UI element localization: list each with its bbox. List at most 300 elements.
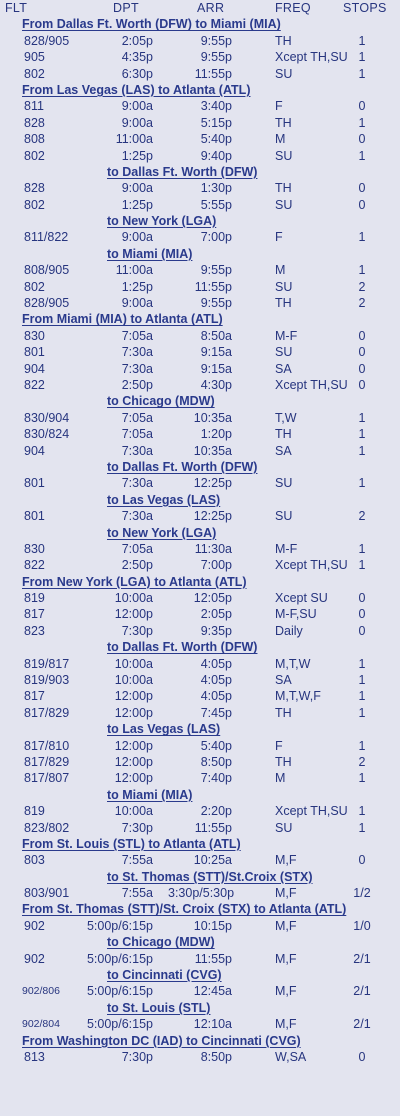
flight-row bbox=[0, 262, 400, 278]
flight-row bbox=[0, 688, 400, 704]
flight-row bbox=[0, 229, 400, 245]
frequency: T,W bbox=[275, 410, 297, 425]
route-subheading-label: to Chicago (MDW) bbox=[107, 935, 215, 950]
flight-row bbox=[0, 656, 400, 672]
flight-number: 902 bbox=[24, 918, 45, 933]
stops: 2/1 bbox=[353, 1017, 371, 1032]
frequency: M-F bbox=[275, 328, 298, 343]
flight-number: 802 bbox=[24, 279, 45, 294]
flight-row bbox=[0, 738, 400, 754]
frequency: SU bbox=[275, 197, 293, 212]
depart-time: 9:00a bbox=[121, 181, 153, 196]
flight-number: 802 bbox=[24, 197, 45, 212]
flight-number: 802 bbox=[24, 66, 45, 81]
flight-number: 817/810 bbox=[24, 738, 70, 753]
arrive-time: 9:55p bbox=[200, 296, 232, 311]
flight-number: 828 bbox=[24, 115, 45, 130]
flight-row bbox=[0, 197, 400, 213]
flight-number: 801 bbox=[24, 345, 45, 360]
frequency: Xcept TH,SU bbox=[275, 558, 348, 573]
arrive-time: 9:40p bbox=[200, 148, 232, 163]
flight-row bbox=[0, 557, 400, 573]
frequency: M bbox=[275, 132, 286, 147]
route-heading-label: From Las Vegas (LAS) to Atlanta (ATL) bbox=[22, 82, 251, 97]
flight-row bbox=[0, 66, 400, 82]
frequency: W,SA bbox=[275, 1050, 307, 1064]
flight-row bbox=[0, 328, 400, 344]
flight-row bbox=[0, 754, 400, 770]
depart-time: 7:30a bbox=[121, 509, 153, 524]
stops: 0 bbox=[358, 361, 366, 376]
route-subheading bbox=[0, 869, 400, 885]
frequency: M,F bbox=[275, 1017, 297, 1032]
stops: 1 bbox=[358, 33, 366, 48]
arrive-time: 10:25a bbox=[193, 853, 232, 868]
stops: 0 bbox=[358, 623, 366, 638]
route-subheading-label: to Miami (MIA) bbox=[107, 787, 193, 802]
header-flight: FLT bbox=[5, 1, 28, 15]
route-heading-label: From New York (LGA) to Atlanta (ATL) bbox=[22, 574, 247, 589]
route-heading bbox=[0, 1033, 400, 1049]
arrive-time: 9:55p bbox=[200, 263, 232, 278]
flight-number: 808 bbox=[24, 132, 45, 147]
stops: 1 bbox=[358, 738, 366, 753]
flight-number: 801 bbox=[24, 509, 45, 524]
route-subheading-label: to Miami (MIA) bbox=[107, 246, 193, 261]
flight-number: 801 bbox=[24, 476, 45, 491]
flight-number: 902 bbox=[24, 951, 45, 966]
flight-row bbox=[0, 885, 400, 901]
flight-number: 817/829 bbox=[24, 754, 70, 769]
flight-row bbox=[0, 443, 400, 459]
stops: 0 bbox=[358, 607, 366, 622]
depart-time: 5:00p/6:15p bbox=[86, 951, 153, 966]
route-heading bbox=[0, 901, 400, 917]
arrive-time: 4:05p bbox=[200, 673, 232, 688]
route-subheading-label: to St. Louis (STL) bbox=[107, 1000, 211, 1015]
stops: 1 bbox=[358, 705, 366, 720]
flight-number: 902/804 bbox=[22, 1018, 60, 1031]
flight-number: 830/904 bbox=[24, 410, 70, 425]
flight-row bbox=[0, 1049, 400, 1065]
arrive-time: 4:05p bbox=[200, 656, 232, 671]
depart-time: 12:00p bbox=[114, 771, 153, 786]
stops: 0 bbox=[358, 197, 366, 212]
flight-row bbox=[0, 180, 400, 196]
frequency: M bbox=[275, 263, 286, 278]
stops: 1 bbox=[358, 263, 366, 278]
depart-time: 7:30a bbox=[121, 361, 153, 376]
frequency: M,F bbox=[275, 984, 297, 999]
flight-number: 811 bbox=[24, 99, 44, 114]
route-subheading bbox=[0, 1000, 400, 1016]
flight-number: 822 bbox=[24, 558, 45, 573]
frequency: F bbox=[275, 738, 283, 753]
frequency: TH bbox=[275, 427, 292, 442]
frequency: SA bbox=[275, 673, 292, 688]
frequency: M,T,W bbox=[275, 656, 311, 671]
flight-number: 905 bbox=[24, 50, 45, 65]
stops: 1 bbox=[358, 771, 366, 786]
depart-time: 7:05a bbox=[121, 427, 153, 442]
flight-number: 817 bbox=[24, 607, 45, 622]
flight-row bbox=[0, 508, 400, 524]
route-heading-label: From St. Louis (STL) to Atlanta (ATL) bbox=[22, 836, 241, 851]
route-heading bbox=[0, 311, 400, 327]
depart-time: 7:30a bbox=[121, 345, 153, 360]
flight-row bbox=[0, 918, 400, 934]
arrive-time: 10:35a bbox=[193, 443, 232, 458]
stops: 1 bbox=[358, 230, 366, 245]
arrive-time: 1:30p bbox=[200, 181, 232, 196]
stops: 0 bbox=[358, 377, 366, 392]
depart-time: 5:00p/6:15p bbox=[86, 1017, 153, 1032]
depart-time: 7:55a bbox=[121, 886, 153, 901]
arrive-time: 9:15a bbox=[200, 345, 232, 360]
arrive-time: 11:30a bbox=[194, 541, 232, 556]
frequency: TH bbox=[275, 754, 292, 769]
route-subheading bbox=[0, 934, 400, 950]
arrive-time: 12:10a bbox=[193, 1017, 232, 1032]
arrive-time: 11:55p bbox=[194, 279, 232, 294]
flight-number: 902/806 bbox=[22, 985, 60, 998]
route-subheading-label: to New York (LGA) bbox=[107, 214, 217, 229]
depart-time: 9:00a bbox=[121, 230, 153, 245]
arrive-time: 8:50p bbox=[200, 1050, 232, 1064]
route-subheading-label: to Dallas Ft. Worth (DFW) bbox=[107, 640, 258, 655]
route-subheading-label: to St. Thomas (STT)/St.Croix (STX) bbox=[107, 869, 313, 884]
frequency: TH bbox=[275, 33, 292, 48]
arrive-time: 12:25p bbox=[193, 476, 232, 491]
route-subheading-label: to New York (LGA) bbox=[107, 525, 217, 540]
flight-number: 823/802 bbox=[24, 820, 70, 835]
flight-row bbox=[0, 852, 400, 868]
depart-time: 7:05a bbox=[121, 541, 153, 556]
flight-number: 808/905 bbox=[24, 263, 70, 278]
route-subheading-label: to Las Vegas (LAS) bbox=[107, 722, 221, 737]
arrive-time: 9:15a bbox=[200, 361, 232, 376]
route-subheading-label: to Cincinnati (CVG) bbox=[107, 968, 222, 983]
stops: 1 bbox=[358, 804, 366, 819]
route-subheading-label: to Dallas Ft. Worth (DFW) bbox=[107, 459, 258, 474]
flight-row bbox=[0, 803, 400, 819]
arrive-time: 11:55p bbox=[194, 66, 232, 81]
flight-row bbox=[0, 541, 400, 557]
arrive-time: 1:20p bbox=[200, 427, 232, 442]
flight-number: 819 bbox=[24, 591, 45, 606]
arrive-time: 4:05p bbox=[200, 689, 232, 704]
arrive-time: 9:55p bbox=[200, 33, 232, 48]
depart-time: 7:05a bbox=[121, 328, 153, 343]
stops: 1 bbox=[358, 689, 366, 704]
depart-time: 2:50p bbox=[121, 558, 153, 573]
route-heading-label: From Washington DC (IAD) to Cincinnati (CVG) bbox=[22, 1033, 301, 1048]
stops: 2 bbox=[358, 509, 366, 524]
flight-number: 828/905 bbox=[24, 296, 70, 311]
arrive-time: 9:35p bbox=[200, 623, 232, 638]
stops: 1 bbox=[358, 443, 366, 458]
arrive-time: 5:15p bbox=[200, 115, 232, 130]
arrive-time: 5:40p bbox=[200, 132, 232, 147]
column-headers bbox=[0, 0, 400, 16]
frequency: M,F bbox=[275, 853, 297, 868]
frequency: SA bbox=[275, 443, 292, 458]
depart-time: 12:00p bbox=[114, 754, 153, 769]
stops: 1/2 bbox=[353, 886, 371, 901]
stops: 0 bbox=[358, 99, 366, 114]
route-subheading bbox=[0, 213, 400, 229]
frequency: M,F bbox=[275, 951, 297, 966]
flight-number: 828/905 bbox=[24, 33, 70, 48]
stops: 1 bbox=[358, 115, 366, 130]
flight-number: 817/829 bbox=[24, 705, 70, 720]
depart-time: 7:30p bbox=[121, 820, 153, 835]
frequency: SU bbox=[275, 345, 293, 360]
stops: 1 bbox=[358, 410, 366, 425]
arrive-time: 5:40p bbox=[200, 738, 232, 753]
flight-row bbox=[0, 820, 400, 836]
frequency: Xcept SU bbox=[275, 591, 328, 606]
frequency: TH bbox=[275, 705, 292, 720]
arrive-time: 12:45a bbox=[193, 984, 232, 999]
arrive-time: 7:45p bbox=[200, 705, 232, 720]
frequency: M,F bbox=[275, 918, 297, 933]
flight-row bbox=[0, 49, 400, 65]
arrive-time: 7:40p bbox=[200, 771, 232, 786]
arrive-time: 8:50a bbox=[200, 328, 232, 343]
flight-row bbox=[0, 426, 400, 442]
flight-number: 823 bbox=[24, 623, 45, 638]
frequency: Xcept TH,SU bbox=[275, 377, 348, 392]
frequency: Daily bbox=[275, 623, 303, 638]
depart-time: 7:30p bbox=[121, 623, 153, 638]
arrive-time: 5:55p bbox=[200, 197, 232, 212]
frequency: M,T,W,F bbox=[275, 689, 321, 704]
flight-row bbox=[0, 590, 400, 606]
route-subheading bbox=[0, 721, 400, 737]
stops: 1 bbox=[358, 476, 366, 491]
frequency: M-F,SU bbox=[275, 607, 317, 622]
stops: 2 bbox=[358, 296, 366, 311]
stops: 1 bbox=[358, 66, 366, 81]
route-subheading-label: to Las Vegas (LAS) bbox=[107, 492, 221, 507]
header-stops: STOPS bbox=[343, 1, 387, 15]
arrive-time: 2:20p bbox=[200, 804, 232, 819]
flight-row bbox=[0, 131, 400, 147]
depart-time: 1:25p bbox=[121, 148, 153, 163]
header-depart: DPT bbox=[113, 1, 139, 15]
flight-row bbox=[0, 606, 400, 622]
flight-row bbox=[0, 672, 400, 688]
arrive-time: 9:55p bbox=[200, 50, 232, 65]
flight-row bbox=[0, 475, 400, 491]
header-frequency: FREQ bbox=[275, 1, 311, 15]
header-arrive: ARR bbox=[197, 1, 225, 15]
route-heading-label: From Miami (MIA) to Atlanta (ATL) bbox=[22, 312, 223, 327]
stops: 1 bbox=[358, 427, 366, 442]
flight-row bbox=[0, 98, 400, 114]
depart-time: 12:00p bbox=[114, 689, 153, 704]
stops: 0 bbox=[358, 132, 366, 147]
route-subheading bbox=[0, 459, 400, 475]
frequency: SA bbox=[275, 361, 292, 376]
frequency: F bbox=[275, 99, 283, 114]
depart-time: 2:50p bbox=[121, 377, 153, 392]
flight-number: 819 bbox=[24, 804, 45, 819]
frequency: SU bbox=[275, 820, 293, 835]
flight-number: 830 bbox=[24, 541, 45, 556]
flight-row bbox=[0, 410, 400, 426]
flight-row bbox=[0, 33, 400, 49]
route-heading bbox=[0, 82, 400, 98]
depart-time: 1:25p bbox=[121, 197, 153, 212]
flight-number: 819/817 bbox=[24, 656, 70, 671]
flight-row bbox=[0, 1016, 400, 1032]
frequency: SU bbox=[275, 509, 293, 524]
flight-number: 904 bbox=[24, 443, 45, 458]
arrive-time: 3:40p bbox=[200, 99, 232, 114]
frequency: SU bbox=[275, 279, 293, 294]
flight-number: 803 bbox=[24, 853, 45, 868]
flight-row bbox=[0, 344, 400, 360]
flight-row bbox=[0, 148, 400, 164]
arrive-time: 2:05p bbox=[200, 607, 232, 622]
arrive-time: 10:15p bbox=[193, 918, 232, 933]
arrive-time: 7:00p bbox=[200, 558, 232, 573]
schedule-rows bbox=[0, 16, 400, 1065]
route-subheading bbox=[0, 393, 400, 409]
depart-time: 7:55a bbox=[121, 853, 153, 868]
route-heading-label: From Dallas Ft. Worth (DFW) to Miami (MIA) bbox=[22, 17, 281, 32]
stops: 2/1 bbox=[353, 951, 371, 966]
depart-time: 10:00a bbox=[114, 591, 153, 606]
depart-time: 1:25p bbox=[121, 279, 153, 294]
depart-time: 4:35p bbox=[121, 50, 153, 65]
flight-number: 819/903 bbox=[24, 673, 70, 688]
flight-row bbox=[0, 279, 400, 295]
stops: 0 bbox=[358, 328, 366, 343]
frequency: TH bbox=[275, 115, 292, 130]
stops: 2 bbox=[358, 279, 366, 294]
depart-time: 2:05p bbox=[121, 33, 153, 48]
arrive-time: 4:30p bbox=[200, 377, 232, 392]
frequency: TH bbox=[275, 296, 292, 311]
arrive-time: 11:55p bbox=[194, 820, 232, 835]
route-subheading bbox=[0, 492, 400, 508]
frequency: SU bbox=[275, 476, 293, 491]
flight-row bbox=[0, 770, 400, 786]
depart-time: 9:00a bbox=[121, 296, 153, 311]
stops: 0 bbox=[358, 1050, 366, 1064]
stops: 0 bbox=[358, 591, 366, 606]
depart-time: 11:00a bbox=[115, 263, 153, 278]
route-subheading bbox=[0, 639, 400, 655]
stops: 1 bbox=[358, 148, 366, 163]
stops: 1 bbox=[358, 820, 366, 835]
depart-time: 7:30a bbox=[121, 476, 153, 491]
stops: 1 bbox=[358, 541, 366, 556]
route-subheading-label: to Dallas Ft. Worth (DFW) bbox=[107, 164, 258, 179]
route-subheading bbox=[0, 246, 400, 262]
depart-time: 12:00p bbox=[114, 607, 153, 622]
depart-time: 5:00p/6:15p bbox=[86, 918, 153, 933]
frequency: M-F bbox=[275, 541, 298, 556]
flight-row bbox=[0, 377, 400, 393]
route-heading bbox=[0, 574, 400, 590]
flight-number: 828 bbox=[24, 181, 45, 196]
flight-number: 904 bbox=[24, 361, 45, 376]
frequency: F bbox=[275, 230, 283, 245]
depart-time: 9:00a bbox=[121, 99, 153, 114]
frequency: TH bbox=[275, 181, 292, 196]
flight-row bbox=[0, 705, 400, 721]
route-heading bbox=[0, 836, 400, 852]
flight-number: 802 bbox=[24, 148, 45, 163]
route-subheading bbox=[0, 787, 400, 803]
flight-number: 803/901 bbox=[24, 886, 70, 901]
depart-time: 6:30p bbox=[121, 66, 153, 81]
flight-number: 822 bbox=[24, 377, 45, 392]
arrive-time: 12:05p bbox=[193, 591, 232, 606]
stops: 1 bbox=[358, 656, 366, 671]
flight-row bbox=[0, 295, 400, 311]
flight-number: 817 bbox=[24, 689, 45, 704]
depart-time: 7:05a bbox=[121, 410, 153, 425]
depart-time: 10:00a bbox=[114, 656, 153, 671]
depart-time: 10:00a bbox=[114, 804, 153, 819]
arrive-time: 10:35a bbox=[193, 410, 232, 425]
frequency: SU bbox=[275, 66, 293, 81]
flight-row bbox=[0, 623, 400, 639]
flight-number: 817/807 bbox=[24, 771, 70, 786]
depart-time: 12:00p bbox=[114, 705, 153, 720]
frequency: M,F bbox=[275, 886, 297, 901]
depart-time: 11:00a bbox=[115, 132, 153, 147]
stops: 0 bbox=[358, 181, 366, 196]
flight-number: 813 bbox=[24, 1050, 45, 1064]
flight-number: 811/822 bbox=[24, 230, 69, 245]
depart-time: 10:00a bbox=[114, 673, 153, 688]
frequency: SU bbox=[275, 148, 293, 163]
arrive-time: 7:00p bbox=[200, 230, 232, 245]
stops: 1 bbox=[358, 558, 366, 573]
route-subheading bbox=[0, 164, 400, 180]
route-heading bbox=[0, 16, 400, 32]
arrive-time: 12:25p bbox=[193, 509, 232, 524]
stops: 1 bbox=[358, 50, 366, 65]
depart-time: 5:00p/6:15p bbox=[86, 984, 153, 999]
frequency: M bbox=[275, 771, 286, 786]
frequency: Xcept TH,SU bbox=[275, 804, 348, 819]
route-subheading bbox=[0, 525, 400, 541]
stops: 1 bbox=[358, 673, 366, 688]
flight-row bbox=[0, 983, 400, 999]
route-subheading-label: to Chicago (MDW) bbox=[107, 394, 215, 409]
arrive-time: 11:55p bbox=[194, 951, 232, 966]
flight-row bbox=[0, 115, 400, 131]
flight-row bbox=[0, 361, 400, 377]
depart-time: 7:30p bbox=[121, 1050, 153, 1064]
depart-time: 12:00p bbox=[114, 738, 153, 753]
route-heading-label: From St. Thomas (STT)/St. Croix (STX) to Atlanta (ATL) bbox=[22, 902, 347, 917]
flight-number: 830 bbox=[24, 328, 45, 343]
stops: 0 bbox=[358, 853, 366, 868]
stops: 0 bbox=[358, 345, 366, 360]
flight-row bbox=[0, 951, 400, 967]
stops: 2 bbox=[358, 754, 366, 769]
depart-time: 9:00a bbox=[121, 115, 153, 130]
flight-number: 830/824 bbox=[24, 427, 70, 442]
